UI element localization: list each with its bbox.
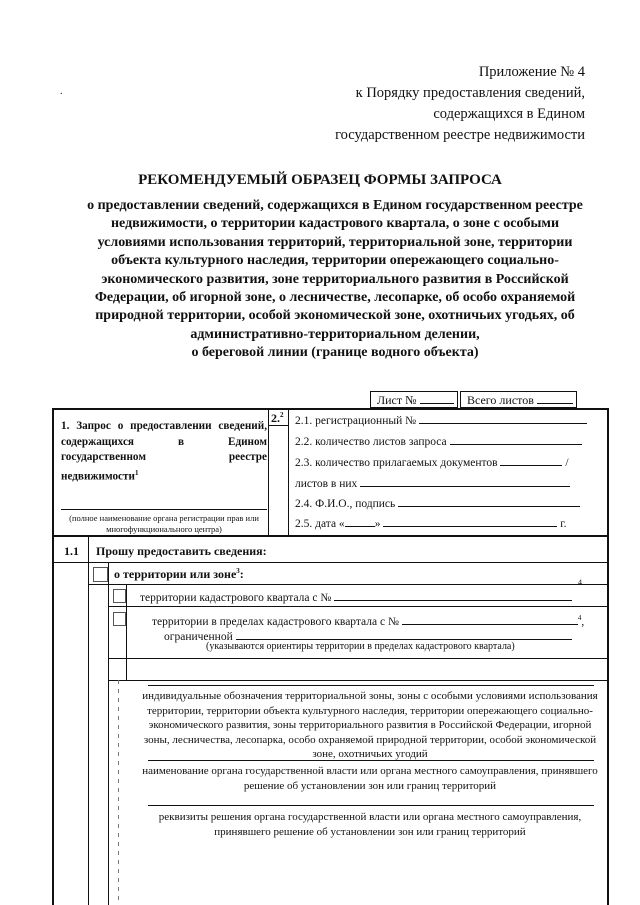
row-divider-4 <box>108 606 608 607</box>
section-divider <box>268 408 269 535</box>
reg-number-label: 2.1. регистрационный № <box>295 415 417 427</box>
section-1-1-title: Прошу предоставить сведения: <box>96 544 267 558</box>
stray-mark: . <box>60 86 63 97</box>
decision-details-caption: реквизиты решения органа государственной власти или органа местного самоуправления, принявшего решение об установлении зон или границ территорий <box>158 811 582 838</box>
subject-line: объекта культурного наследия, территории опережающего социально- <box>111 253 559 269</box>
date-day-field[interactable] <box>345 515 375 527</box>
bounded-label: ограниченной <box>164 631 233 643</box>
date-month-year-field[interactable] <box>383 515 557 527</box>
footnote-4b: 4 <box>577 614 582 623</box>
attached-docs-label: 2.3. количество прилагаемых документов <box>295 457 498 469</box>
about-territory-label: о территории или зоне <box>114 567 237 581</box>
sheets-in-docs-row <box>295 475 570 490</box>
org-name-field[interactable] <box>61 499 267 510</box>
footnote-2: 2 <box>280 411 284 419</box>
reg-number-field[interactable] <box>419 412 587 424</box>
reg-number-row <box>295 412 587 427</box>
fio-label: 2.4. Ф.И.О., подпись <box>295 498 396 510</box>
section-2-number <box>271 411 284 426</box>
attached-docs-slash: / <box>565 457 569 469</box>
row-divider-1 <box>52 535 608 537</box>
sheet-number-field[interactable] <box>420 392 454 404</box>
authority-name-field[interactable] <box>148 760 594 761</box>
attached-docs-row <box>295 454 569 469</box>
cadastral-quarter-label: территории кадастрового квартала с № <box>140 592 332 604</box>
total-sheets-field[interactable] <box>537 392 573 404</box>
col-divider-2 <box>108 562 109 905</box>
appendix-line-1: Приложение № 4 <box>478 64 585 80</box>
org-caption: (полное наименование органа регистрации прав или многофункционального центра) <box>69 512 259 534</box>
cadastral-quarter-row <box>140 589 572 604</box>
checkbox-cadastral-quarter[interactable] <box>113 589 126 603</box>
attached-docs-field[interactable] <box>500 454 562 466</box>
authority-name-caption: наименование органа государственной власти или органа местного самоуправления, принявшего решение об установлении зон или границ территорий <box>142 765 598 792</box>
row-divider-5 <box>108 658 608 659</box>
fio-row <box>295 495 580 510</box>
appendix-line-3: содержащихся в Едином <box>433 106 585 122</box>
within-quarter-field[interactable] <box>402 613 578 625</box>
decision-details-field[interactable] <box>148 805 594 806</box>
about-territory-row: о территории или зоне$^3$: <box>114 567 244 581</box>
date-row <box>295 515 566 530</box>
bounded-field[interactable] <box>236 628 572 640</box>
footnote-1: 1 <box>134 468 139 477</box>
form-heading: РЕКОМЕНДУЕМЫЙ ОБРАЗЕЦ ФОРМЫ ЗАПРОСА <box>138 172 502 188</box>
subject-line: о предоставлении сведений, содержащихся в Едином государственном реестре <box>87 198 583 213</box>
footnote-3: 3 <box>236 567 240 575</box>
dashed-col <box>118 680 119 905</box>
within-quarter-label: территории в пределах кадастрового квартала с № <box>152 616 399 628</box>
section-1-number: 1. <box>61 420 70 432</box>
subject-line: экономического развития, зоне территориального развития в Российской <box>101 271 569 287</box>
total-sheets-label: Всего листов <box>467 393 534 407</box>
row-divider-6 <box>108 680 608 681</box>
appendix-header <box>0 62 585 146</box>
section-2-number-text: 2. <box>271 411 280 425</box>
col-divider-1 <box>88 535 89 905</box>
subject-line: условиями использования территорий, территориальной зоне, территории <box>97 234 573 250</box>
appendix-line-4: государственном реестре недвижимости <box>335 127 585 143</box>
col-divider-3 <box>126 584 127 680</box>
date-suffix: г. <box>560 518 567 530</box>
frame-left <box>52 408 54 905</box>
section-1 <box>61 419 267 535</box>
subject-line: недвижимости, о территории кадастрового квартала, о зоне с особыми <box>110 216 560 232</box>
subject-line: природной территории, особой экономической зоне, охотничьих угодьях, об <box>95 308 575 324</box>
sheet-number-label: Лист № <box>377 393 417 407</box>
section2-divider <box>288 408 289 535</box>
section-1-text: Запрос о предоставлении сведений, содержащихся в Едином государственном реестре недвижимости <box>61 420 267 483</box>
request-sheets-label: 2.2. количество листов запроса <box>295 436 447 448</box>
cadastral-quarter-field[interactable] <box>334 589 572 601</box>
zone-designations-field[interactable] <box>148 685 594 686</box>
row-divider-3 <box>88 584 608 585</box>
within-quarter-row <box>152 613 584 628</box>
row-divider-2 <box>52 562 608 563</box>
zone-designations-caption: индивидуальные обозначения территориальной зоны, зоны с особыми условиями использования территории, территории объекта культурного наследия, территории опережающего социально-экономического развития, зоны территориального развития в Российской Федерации, игорной зоны, лесничества, лесопарка, особо охраняемой природной территории, особой экономической зоне, охотничьих угодий <box>142 690 598 760</box>
total-sheets-box[interactable] <box>460 391 577 408</box>
checkbox-territory[interactable] <box>93 567 108 582</box>
within-quarter-comma: , <box>581 616 585 628</box>
section-1-1-number: 1.1 <box>64 544 79 558</box>
subject-line: о береговой линии (границе водного объекта) <box>191 345 479 361</box>
bounded-caption: (указываются ориентиры территории в пределах кадастрового квартала) <box>206 641 515 652</box>
form-subject <box>40 197 630 363</box>
date-prefix: 2.5. дата « <box>295 518 345 530</box>
request-sheets-field[interactable] <box>450 433 582 445</box>
sheets-in-docs-label: листов в них <box>295 478 358 490</box>
sheets-in-docs-field[interactable] <box>360 475 570 487</box>
frame-top <box>52 408 608 410</box>
request-sheets-row <box>295 433 582 448</box>
date-mid: » <box>374 518 381 530</box>
footnote-4a: 4 <box>578 578 582 587</box>
subject-line: Федерации, об игорной зоне, о лесничестве, лесопарке, об особо охраняемой <box>94 290 576 306</box>
checkbox-within-quarter[interactable] <box>113 612 126 626</box>
subject-line: административно-территориальном делении, <box>190 326 480 342</box>
sheet-number-box[interactable] <box>370 391 458 408</box>
frame-right <box>607 408 609 905</box>
fio-field[interactable] <box>398 495 580 507</box>
appendix-line-2: к Порядку предоставления сведений, <box>355 85 585 101</box>
